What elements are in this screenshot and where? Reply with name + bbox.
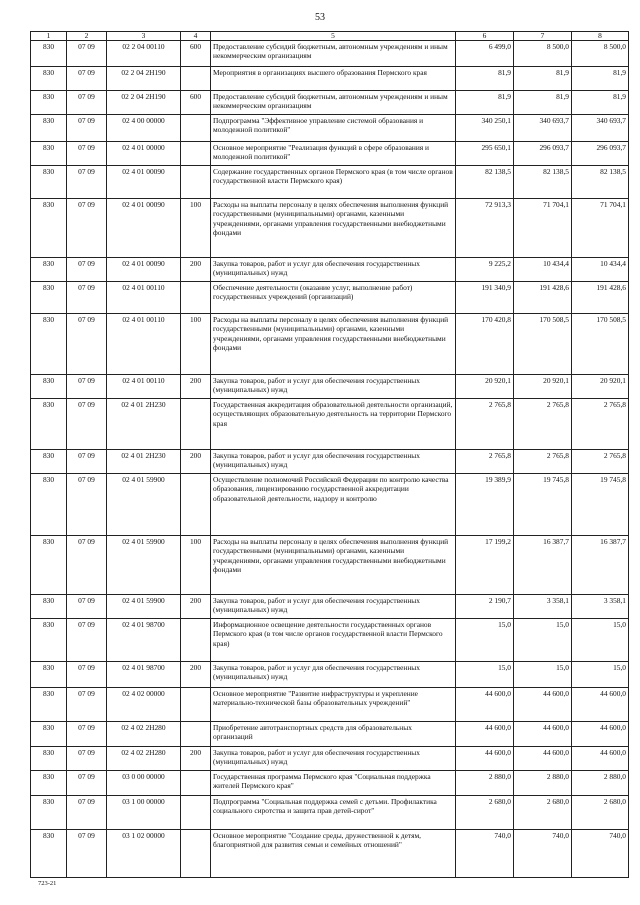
cell-section-code: 07 09 <box>67 771 107 796</box>
cell-target-article: 02 4 01 59900 <box>107 595 181 619</box>
cell-expense-type: 200 <box>181 595 211 619</box>
cell-target-article: 02 2 04 2Н190 <box>107 91 181 115</box>
cell-amount-col7: 81,9 <box>514 91 572 115</box>
cell-amount-col7: 8 500,0 <box>514 41 572 67</box>
cell-amount-col7: 15,0 <box>514 619 572 662</box>
cell-amount-col8: 82 138,5 <box>572 166 629 199</box>
cell-amount-col7: 71 704,1 <box>514 199 572 258</box>
table-row <box>31 166 629 199</box>
cell-amount-col6: 44 600,0 <box>456 688 514 722</box>
cell-description: Подпрограмма "Социальная поддержка семей с детьми. Профилактика социального сиротства и защита прав детей-сирот" <box>211 796 456 830</box>
table-row <box>31 258 629 282</box>
cell-section-code: 07 09 <box>67 67 107 91</box>
cell-section-code: 07 09 <box>67 41 107 67</box>
cell-section-code: 07 09 <box>67 474 107 536</box>
cell-section-code: 07 09 <box>67 450 107 474</box>
column-header: 6 <box>456 32 514 41</box>
cell-section-code: 07 09 <box>67 747 107 771</box>
cell-section-code: 07 09 <box>67 166 107 199</box>
cell-amount-col8: 2 680,0 <box>572 796 629 830</box>
cell-target-article: 02 2 04 2Н190 <box>107 67 181 91</box>
cell-expense-type: 100 <box>181 199 211 258</box>
cell-expense-type <box>181 796 211 830</box>
cell-amount-col7: 81,9 <box>514 67 572 91</box>
cell-target-article: 02 4 01 00090 <box>107 166 181 199</box>
cell-ministry-code: 830 <box>31 314 67 375</box>
table-row <box>31 747 629 771</box>
cell-expense-type <box>181 282 211 314</box>
cell-amount-col7: 170 508,5 <box>514 314 572 375</box>
cell-section-code: 07 09 <box>67 258 107 282</box>
cell-expense-type <box>181 399 211 450</box>
cell-target-article: 02 4 01 00110 <box>107 282 181 314</box>
cell-amount-col6: 44 600,0 <box>456 747 514 771</box>
cell-amount-col7: 296 093,7 <box>514 142 572 166</box>
cell-amount-col7: 340 693,7 <box>514 115 572 142</box>
cell-target-article: 02 4 01 00110 <box>107 375 181 399</box>
cell-expense-type: 200 <box>181 375 211 399</box>
table-row <box>31 41 629 67</box>
table-row <box>31 375 629 399</box>
cell-expense-type <box>181 67 211 91</box>
cell-amount-col7: 191 428,6 <box>514 282 572 314</box>
cell-amount-col7: 2 765,8 <box>514 450 572 474</box>
cell-ministry-code: 830 <box>31 91 67 115</box>
column-header: 5 <box>211 32 456 41</box>
cell-amount-col6: 17 199,2 <box>456 536 514 595</box>
cell-section-code: 07 09 <box>67 830 107 878</box>
cell-amount-col8: 740,0 <box>572 830 629 878</box>
cell-amount-col8: 296 093,7 <box>572 142 629 166</box>
cell-amount-col8: 81,9 <box>572 91 629 115</box>
table-row <box>31 142 629 166</box>
cell-amount-col8: 81,9 <box>572 67 629 91</box>
cell-section-code: 07 09 <box>67 536 107 595</box>
cell-target-article: 02 4 01 00110 <box>107 314 181 375</box>
cell-amount-col8: 3 358,1 <box>572 595 629 619</box>
cell-ministry-code: 830 <box>31 474 67 536</box>
cell-description: Содержание государственных органов Пермского края (в том числе органов государственной власти Пермского края) <box>211 166 456 199</box>
cell-amount-col6: 44 600,0 <box>456 722 514 747</box>
cell-amount-col8: 44 600,0 <box>572 747 629 771</box>
cell-amount-col6: 2 680,0 <box>456 796 514 830</box>
cell-expense-type <box>181 166 211 199</box>
cell-amount-col8: 44 600,0 <box>572 688 629 722</box>
table-row <box>31 796 629 830</box>
cell-amount-col7: 44 600,0 <box>514 688 572 722</box>
cell-ministry-code: 830 <box>31 450 67 474</box>
cell-amount-col8: 16 387,7 <box>572 536 629 595</box>
cell-expense-type <box>181 115 211 142</box>
cell-description: Расходы на выплаты персоналу в целях обеспечения выполнения функций государственными (муниципальными) органами, казенными учреждениями, органами управления государственными внебюджетными фондами <box>211 536 456 595</box>
table-row <box>31 91 629 115</box>
cell-description: Предоставление субсидий бюджетным, автономным учреждениям и иным некоммерческим организациям <box>211 91 456 115</box>
cell-ministry-code: 830 <box>31 282 67 314</box>
cell-section-code: 07 09 <box>67 399 107 450</box>
cell-description: Закупка товаров, работ и услуг для обеспечения государственных (муниципальных) нужд <box>211 747 456 771</box>
cell-amount-col6: 81,9 <box>456 67 514 91</box>
cell-amount-col8: 191 428,6 <box>572 282 629 314</box>
cell-amount-col7: 2 680,0 <box>514 796 572 830</box>
cell-section-code: 07 09 <box>67 796 107 830</box>
column-header: 8 <box>572 32 629 41</box>
cell-expense-type: 200 <box>181 258 211 282</box>
cell-amount-col6: 2 765,8 <box>456 450 514 474</box>
cell-amount-col6: 2 880,0 <box>456 771 514 796</box>
cell-target-article: 02 4 02 2Н280 <box>107 747 181 771</box>
footer-code: 723-21 <box>38 880 57 887</box>
cell-description: Государственная программа Пермского края "Социальная поддержка жителей Пермского края" <box>211 771 456 796</box>
budget-table <box>30 31 629 878</box>
cell-target-article: 02 4 01 00090 <box>107 199 181 258</box>
cell-expense-type <box>181 619 211 662</box>
cell-amount-col7: 20 920,1 <box>514 375 572 399</box>
cell-ministry-code: 830 <box>31 115 67 142</box>
cell-section-code: 07 09 <box>67 688 107 722</box>
cell-amount-col8: 10 434,4 <box>572 258 629 282</box>
column-header: 1 <box>31 32 67 41</box>
cell-target-article: 02 4 01 98700 <box>107 662 181 688</box>
cell-expense-type <box>181 688 211 722</box>
cell-description: Информационное освещение деятельности государственных органов Пермского края (в том числе органов государственной власти Пермского края) <box>211 619 456 662</box>
cell-target-article: 02 4 00 00000 <box>107 115 181 142</box>
cell-expense-type: 200 <box>181 747 211 771</box>
cell-amount-col8: 2 765,8 <box>572 450 629 474</box>
cell-expense-type: 200 <box>181 450 211 474</box>
cell-amount-col8: 8 500,0 <box>572 41 629 67</box>
cell-description: Основное мероприятие "Развитие инфраструктуры и укрепление материально-технической базы образовательных учреждений" <box>211 688 456 722</box>
cell-description: Закупка товаров, работ и услуг для обеспечения государственных (муниципальных) нужд <box>211 375 456 399</box>
cell-expense-type: 600 <box>181 41 211 67</box>
cell-ministry-code: 830 <box>31 796 67 830</box>
cell-description: Предоставление субсидий бюджетным, автономным учреждениям и иным некоммерческим организациям <box>211 41 456 67</box>
cell-target-article: 02 4 01 2Н230 <box>107 399 181 450</box>
table-row <box>31 314 629 375</box>
cell-target-article: 03 0 00 00000 <box>107 771 181 796</box>
cell-section-code: 07 09 <box>67 282 107 314</box>
cell-amount-col7: 2 880,0 <box>514 771 572 796</box>
cell-section-code: 07 09 <box>67 722 107 747</box>
cell-amount-col8: 15,0 <box>572 662 629 688</box>
cell-amount-col6: 82 138,5 <box>456 166 514 199</box>
cell-section-code: 07 09 <box>67 115 107 142</box>
cell-amount-col8: 71 704,1 <box>572 199 629 258</box>
table-row <box>31 595 629 619</box>
column-header: 2 <box>67 32 107 41</box>
cell-amount-col8: 19 745,8 <box>572 474 629 536</box>
cell-ministry-code: 830 <box>31 375 67 399</box>
cell-description: Закупка товаров, работ и услуг для обеспечения государственных (муниципальных) нужд <box>211 595 456 619</box>
cell-section-code: 07 09 <box>67 142 107 166</box>
cell-amount-col6: 740,0 <box>456 830 514 878</box>
cell-target-article: 02 4 02 2Н280 <box>107 722 181 747</box>
cell-description: Приобретение автотранспортных средств для образовательных организаций <box>211 722 456 747</box>
cell-amount-col8: 170 508,5 <box>572 314 629 375</box>
cell-ministry-code: 830 <box>31 688 67 722</box>
cell-ministry-code: 830 <box>31 722 67 747</box>
cell-ministry-code: 830 <box>31 258 67 282</box>
table-row <box>31 67 629 91</box>
cell-expense-type <box>181 830 211 878</box>
cell-section-code: 07 09 <box>67 595 107 619</box>
cell-description: Мероприятия в организациях высшего образования Пермского края <box>211 67 456 91</box>
cell-amount-col7: 2 765,8 <box>514 399 572 450</box>
cell-target-article: 02 4 01 98700 <box>107 619 181 662</box>
cell-target-article: 03 1 02 00000 <box>107 830 181 878</box>
cell-amount-col6: 2 190,7 <box>456 595 514 619</box>
cell-amount-col8: 20 920,1 <box>572 375 629 399</box>
cell-ministry-code: 830 <box>31 595 67 619</box>
table-row <box>31 830 629 878</box>
cell-amount-col7: 3 358,1 <box>514 595 572 619</box>
cell-ministry-code: 830 <box>31 830 67 878</box>
cell-ministry-code: 830 <box>31 399 67 450</box>
cell-description: Подпрограмма "Эффективное управление системой образования и молодежной политикой" <box>211 115 456 142</box>
cell-amount-col8: 2 880,0 <box>572 771 629 796</box>
cell-ministry-code: 830 <box>31 619 67 662</box>
cell-amount-col6: 191 340,9 <box>456 282 514 314</box>
cell-expense-type: 100 <box>181 314 211 375</box>
cell-target-article: 02 4 01 00090 <box>107 258 181 282</box>
cell-ministry-code: 830 <box>31 747 67 771</box>
cell-ministry-code: 830 <box>31 67 67 91</box>
cell-target-article: 02 4 02 00000 <box>107 688 181 722</box>
cell-target-article: 02 4 01 59900 <box>107 474 181 536</box>
table-body <box>31 41 629 878</box>
cell-section-code: 07 09 <box>67 662 107 688</box>
cell-target-article: 02 4 01 59900 <box>107 536 181 595</box>
cell-expense-type <box>181 722 211 747</box>
cell-section-code: 07 09 <box>67 91 107 115</box>
cell-ministry-code: 830 <box>31 662 67 688</box>
cell-amount-col7: 44 600,0 <box>514 722 572 747</box>
cell-section-code: 07 09 <box>67 199 107 258</box>
cell-description: Обеспечение деятельности (оказание услуг, выполнение работ) государственных учреждений (организаций) <box>211 282 456 314</box>
cell-amount-col6: 2 765,8 <box>456 399 514 450</box>
cell-expense-type: 600 <box>181 91 211 115</box>
cell-section-code: 07 09 <box>67 375 107 399</box>
cell-amount-col6: 72 913,3 <box>456 199 514 258</box>
cell-description: Расходы на выплаты персоналу в целях обеспечения выполнения функций государственными (муниципальными) органами, казенными учреждениями, органами управления государственными внебюджетными фондами <box>211 199 456 258</box>
page-number: 53 <box>315 12 325 23</box>
cell-expense-type: 200 <box>181 662 211 688</box>
table-row <box>31 536 629 595</box>
cell-amount-col8: 15,0 <box>572 619 629 662</box>
cell-amount-col7: 15,0 <box>514 662 572 688</box>
cell-section-code: 07 09 <box>67 314 107 375</box>
cell-expense-type <box>181 771 211 796</box>
table-row <box>31 722 629 747</box>
cell-amount-col6: 15,0 <box>456 662 514 688</box>
cell-amount-col6: 81,9 <box>456 91 514 115</box>
cell-amount-col7: 19 745,8 <box>514 474 572 536</box>
table-row <box>31 399 629 450</box>
cell-expense-type: 100 <box>181 536 211 595</box>
cell-target-article: 02 2 04 00110 <box>107 41 181 67</box>
table-row <box>31 199 629 258</box>
cell-description: Основное мероприятие "Создание среды, дружественной к детям, благоприятной для развития семьи и семейных отношений" <box>211 830 456 878</box>
cell-ministry-code: 830 <box>31 142 67 166</box>
table-row <box>31 282 629 314</box>
cell-target-article: 02 4 01 00000 <box>107 142 181 166</box>
cell-target-article: 03 1 00 00000 <box>107 796 181 830</box>
cell-amount-col6: 20 920,1 <box>456 375 514 399</box>
cell-target-article: 02 4 01 2Н230 <box>107 450 181 474</box>
cell-amount-col8: 2 765,8 <box>572 399 629 450</box>
cell-amount-col7: 44 600,0 <box>514 747 572 771</box>
table-row <box>31 450 629 474</box>
cell-amount-col6: 9 225,2 <box>456 258 514 282</box>
table-row <box>31 115 629 142</box>
cell-amount-col8: 340 693,7 <box>572 115 629 142</box>
cell-ministry-code: 830 <box>31 41 67 67</box>
cell-amount-col6: 6 499,0 <box>456 41 514 67</box>
table-row <box>31 688 629 722</box>
column-number-header <box>31 32 629 41</box>
cell-description: Осуществление полномочий Российской Федерации по контролю качества образования, лицензированию государственной аккредитации образовательной деятельности, надзору и контролю <box>211 474 456 536</box>
cell-amount-col7: 740,0 <box>514 830 572 878</box>
cell-ministry-code: 830 <box>31 166 67 199</box>
cell-amount-col7: 16 387,7 <box>514 536 572 595</box>
cell-section-code: 07 09 <box>67 619 107 662</box>
cell-ministry-code: 830 <box>31 199 67 258</box>
cell-ministry-code: 830 <box>31 536 67 595</box>
cell-description: Государственная аккредитация образовательной деятельности организаций, осуществляющих образовательную деятельность на территории Пермского края <box>211 399 456 450</box>
column-header: 4 <box>181 32 211 41</box>
cell-description: Расходы на выплаты персоналу в целях обеспечения выполнения функций государственными (муниципальными) органами, казенными учреждениями, органами управления государственными внебюджетными фондами <box>211 314 456 375</box>
cell-expense-type <box>181 474 211 536</box>
cell-description: Закупка товаров, работ и услуг для обеспечения государственных (муниципальных) нужд <box>211 450 456 474</box>
cell-expense-type <box>181 142 211 166</box>
cell-amount-col6: 170 420,8 <box>456 314 514 375</box>
cell-description: Закупка товаров, работ и услуг для обеспечения государственных (муниципальных) нужд <box>211 662 456 688</box>
column-header: 3 <box>107 32 181 41</box>
table-row <box>31 771 629 796</box>
cell-amount-col7: 10 434,4 <box>514 258 572 282</box>
cell-description: Основное мероприятие "Реализация функций в сфере образования и молодежной политикой" <box>211 142 456 166</box>
table-row <box>31 474 629 536</box>
cell-amount-col8: 44 600,0 <box>572 722 629 747</box>
cell-amount-col6: 19 389,9 <box>456 474 514 536</box>
cell-amount-col6: 15,0 <box>456 619 514 662</box>
cell-description: Закупка товаров, работ и услуг для обеспечения государственных (муниципальных) нужд <box>211 258 456 282</box>
cell-ministry-code: 830 <box>31 771 67 796</box>
column-header: 7 <box>514 32 572 41</box>
table-row <box>31 662 629 688</box>
cell-amount-col6: 295 650,1 <box>456 142 514 166</box>
cell-amount-col7: 82 138,5 <box>514 166 572 199</box>
table-row <box>31 619 629 662</box>
cell-amount-col6: 340 250,1 <box>456 115 514 142</box>
